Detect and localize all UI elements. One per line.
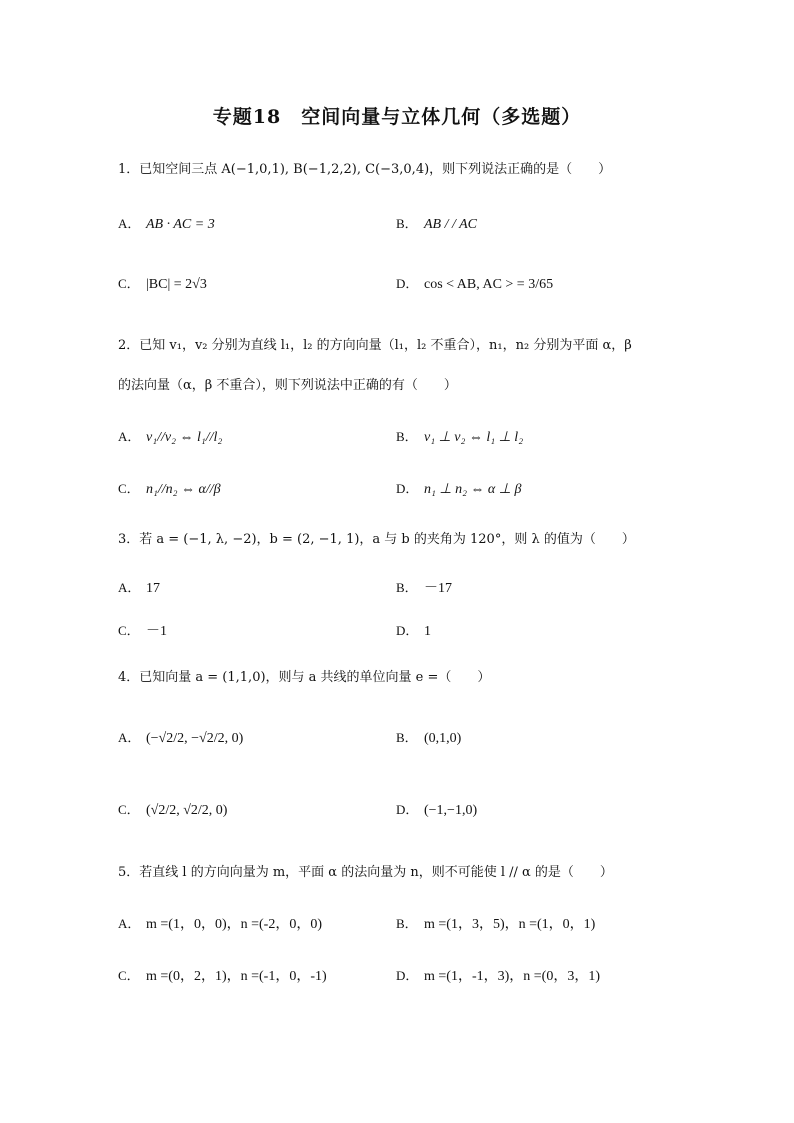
option-text: m =(1，3，5)，n =(1，0，1) (424, 917, 596, 932)
option-text: v₁//v₂ ⇔ l₁//l₂ (146, 430, 223, 445)
q5-option-d (396, 965, 600, 985)
option-letter: D． (396, 481, 419, 496)
option-letter: B． (396, 429, 418, 444)
question-1-stem: 1．已知空间三点 A(−1,0,1), B(−1,2,2), C(−3,0,4)，则下列说法正确的是（ ） (118, 162, 612, 177)
option-letter: A． (118, 730, 141, 745)
q1-option-c (118, 273, 207, 293)
option-letter: D． (396, 623, 419, 638)
option-letter: A． (118, 916, 141, 931)
option-text: AB / / AC (424, 217, 478, 232)
q4-option-a (118, 727, 243, 747)
option-text: 1 (424, 624, 431, 639)
q2-option-c (118, 478, 221, 498)
q1-option-d (396, 273, 553, 293)
option-text: n₁//n₂ ⇔ α//β (146, 482, 221, 497)
q5-option-b (396, 913, 595, 933)
option-text: －1 (146, 624, 167, 639)
q1-option-b (396, 213, 477, 233)
option-text: n₁ ⊥ n₂ ⇔ α ⊥ β (424, 482, 522, 497)
q1-option-a (118, 213, 215, 233)
option-text: －17 (424, 581, 452, 596)
option-text: (√2/2, √2/2, 0) (146, 803, 228, 818)
option-letter: C． (118, 481, 140, 496)
option-letter: B． (396, 730, 418, 745)
q4-option-d (396, 799, 477, 819)
option-text: v₁ ⊥ v₂ ⇔ l₁ ⊥ l₂ (424, 430, 524, 445)
question-2-stem-line-2: 的法向量（α，β 不重合），则下列说法中正确的有（ ） (118, 378, 457, 393)
q3-option-b (396, 577, 452, 597)
q4-option-b (396, 727, 461, 747)
option-letter: C． (118, 968, 140, 983)
option-letter: A． (118, 429, 141, 444)
option-text: (0,1,0) (424, 731, 462, 746)
option-letter: B． (396, 216, 418, 231)
option-text: 17 (146, 581, 160, 596)
q4-option-c (118, 799, 227, 819)
option-letter: B． (396, 580, 418, 595)
q5-option-c (118, 965, 327, 985)
option-letter: C． (118, 623, 140, 638)
option-letter: B． (396, 916, 418, 931)
option-letter: A． (118, 216, 141, 231)
question-4-stem: 4．已知向量 a = (1,1,0)，则与 a 共线的单位向量 e =（ ） (118, 670, 491, 685)
option-text: m =(1，-1，3)，n =(0，3，1) (424, 969, 600, 984)
question-2-stem-line-1: 2．已知 v₁，v₂ 分别为直线 l₁，l₂ 的方向向量（l₁，l₂ 不重合），n₁，n₂ 分别为平面 α，β (118, 338, 632, 353)
option-text: cos < AB, AC > = 3/65 (424, 277, 554, 292)
q2-option-b (396, 426, 523, 446)
q3-option-c (118, 620, 167, 640)
option-text: (−1,−1,0) (424, 803, 478, 818)
q2-option-a (118, 426, 222, 446)
option-text: (−√2/2, −√2/2, 0) (146, 731, 244, 746)
question-3-stem: 3．若 a = (−1, λ, −2)，b = (2, −1, 1)，a 与 b 的夹角为 120°，则 λ 的值为（ ） (118, 532, 635, 547)
option-letter: A． (118, 580, 141, 595)
option-letter: C． (118, 276, 140, 291)
option-text: |BC| = 2√3 (146, 277, 207, 292)
question-5-stem: 5．若直线 l 的方向向量为 m，平面 α 的法向量为 n，则不可能使 l // α 的是（ ） (118, 865, 613, 880)
option-text: m =(1，0，0)，n =(-2，0，0) (146, 917, 322, 932)
page-title: 专题18 空间向量与立体几何（多选题） (212, 106, 582, 128)
option-letter: D． (396, 802, 419, 817)
q3-option-a (118, 577, 160, 597)
q3-option-d (396, 620, 431, 640)
option-letter: D． (396, 968, 419, 983)
q5-option-a (118, 913, 322, 933)
q2-option-d (396, 478, 521, 498)
option-text: m =(0，2，1)，n =(-1，0，-1) (146, 969, 327, 984)
option-text: AB · AC = 3 (146, 217, 215, 232)
option-letter: D． (396, 276, 419, 291)
option-letter: C． (118, 802, 140, 817)
